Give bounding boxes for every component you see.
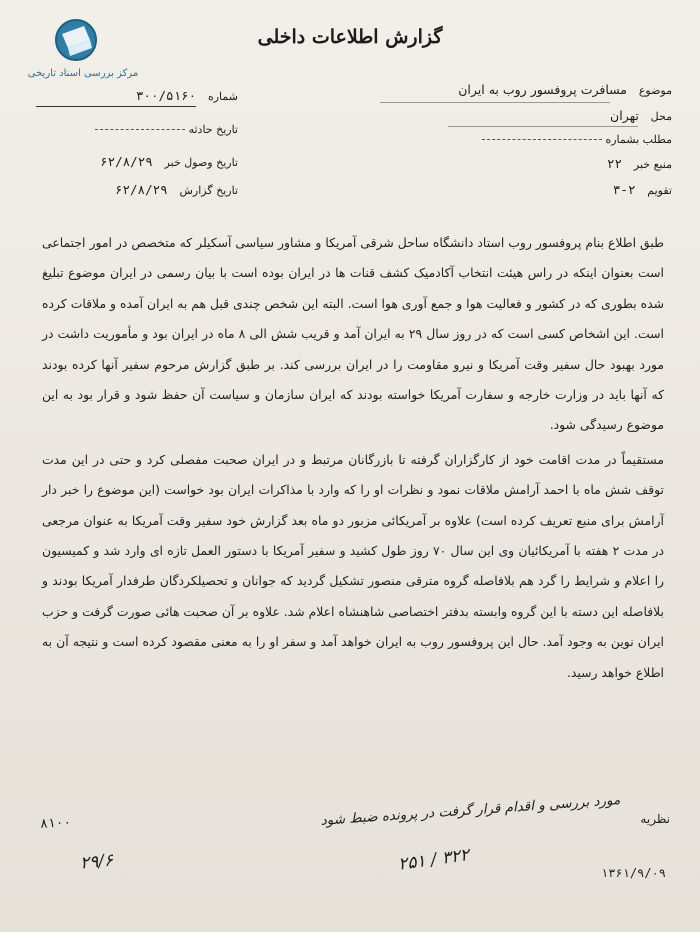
source-label: منبع خبر [633, 158, 672, 171]
report-date-value: ۶۲/۸/۲۹ [114, 182, 168, 197]
logo-text: مرکز بررسی اسناد تاریخی [27, 68, 139, 79]
related-field [482, 132, 672, 146]
number-underline [36, 106, 196, 107]
report-date-field [115, 182, 238, 197]
incident-date-blank [95, 129, 185, 130]
document-title: گزارش اطلاعات داخلی [257, 26, 443, 48]
subject-underline [380, 102, 610, 103]
left-code: ۸۱۰۰ [39, 815, 72, 832]
subject-field [458, 82, 672, 97]
related-blank [482, 139, 602, 140]
receipt-date-label: تاریخ وصول خبر [164, 156, 238, 169]
related-label: مطلب بشماره [605, 133, 672, 146]
date-stamp: ۱۳۶۱/۹/۰۹ [600, 866, 666, 880]
place-value: تهران [610, 108, 639, 123]
number-value: ۳۰۰/۵۱۶۰ [135, 88, 197, 103]
source-field [607, 156, 672, 171]
evaluation-label: تقویم [647, 184, 672, 197]
receipt-date-field [100, 154, 238, 169]
place-label: محل [650, 110, 672, 123]
report-body [42, 228, 664, 688]
evaluation-value: ۲-۳ [612, 182, 636, 197]
body-paragraph-2: مستقیماً در مدت اقامت خود از کارگزاران گرفته تا بازرگانان مرتبط و در ایران صحبت مفصلی کرد و حتی در این مدت توقف شش ماه با احمد آرامش ملاقات نمود و نظرات او را که وارد با مذاکرات ایران بود خواست (این موضوع را خبر دار آرامش برای منبع تعریف کرده است) علاوه بر آمریکائی مزبور دو ماه بعد گزارش خود سفیر وقت آمریکا به عنوان مرجعی در مدت ۲ هفته با آمریکائیان وی این سال ۷۰ روز طول کشید و سفیر آمریکا با دستور العمل تازه ای وارد شد و کمیسیون را اعلام و شرایط را گرد هم بلافاصله گروه مترقی منصور تشکیل گردید که جوانان و تحصیلکردگان طرفدار آمریکا بودند و بلافاصله این دسته با این گروه وابسته بدفتر اختصاصی شاهنشاه اعلام شد. علاوه بر آن صحبت هائی صورت گرفت و حزب ایران نوین به وجود آمد. حال این پروفسور روب به ایران خواهد آمد و سفر او را به معنی مقصود کرده است و نتیجه آن به اطلاع خواهد رسید. [42, 451, 665, 680]
incident-date-field [95, 122, 238, 136]
handwritten-note: مورد بررسی و اقدام قرار گرفت در پرونده ضبط شود [320, 792, 621, 829]
mid-note: ۳۲۲ / ۲۵۱ [396, 845, 471, 875]
number-label: شماره [207, 90, 238, 103]
source-value: ۲۲ [607, 156, 623, 171]
report-date-label: تاریخ گزارش [179, 184, 238, 197]
body-paragraph-1: طبق اطلاع بنام پروفسور روب استاد دانشگاه ساحل شرقی آمریکا و مشاور سیاسی آسکیلر که متخصص در امور اجتماعی است بعنوان اینکه در راس هیئت انتخاب آکادمیک کشف قنات ها در ایران بوده است با بیان رسمی در ایران موضوع تبلیغ شده بطوری که در کشور و فعالیت هوا و جمع آوری هوا است. البته این شخص چندی قبل هم به ایران آمده و ملاقات کرده است. این اشخاص کسی است که در روز سال ۲۹ به ایران آمد و قریب شش الی ۸ ماه در ایران بود و مأموریت داشت در مورد بهبود حال سفیر وقت آمریکا و نیرو مقاومت را در ایران بررسی کند. بر طبق گزارش مرحوم سفیر آنها کرده بودند که آنها باید در وزارت خارجه و سفارت آمریکا خواسته بودند که ایران سازمان و سیاست آن حفظ شود و قرار بود به این موضوع رسیدگی شود. [42, 235, 664, 433]
opinion-label: نظریه [640, 812, 670, 826]
evaluation-field [613, 182, 672, 197]
place-underline [448, 126, 638, 127]
receipt-date-value: ۶۲/۸/۲۹ [100, 154, 153, 169]
place-field [610, 108, 672, 123]
incident-date-label: تاریخ حادثه [188, 123, 238, 136]
subject-label: موضوع [638, 84, 672, 97]
left-note: ۲۹/۶ [79, 850, 115, 874]
number-field [136, 88, 238, 103]
subject-value: مسافرت پروفسور روب به ایران [458, 82, 627, 97]
